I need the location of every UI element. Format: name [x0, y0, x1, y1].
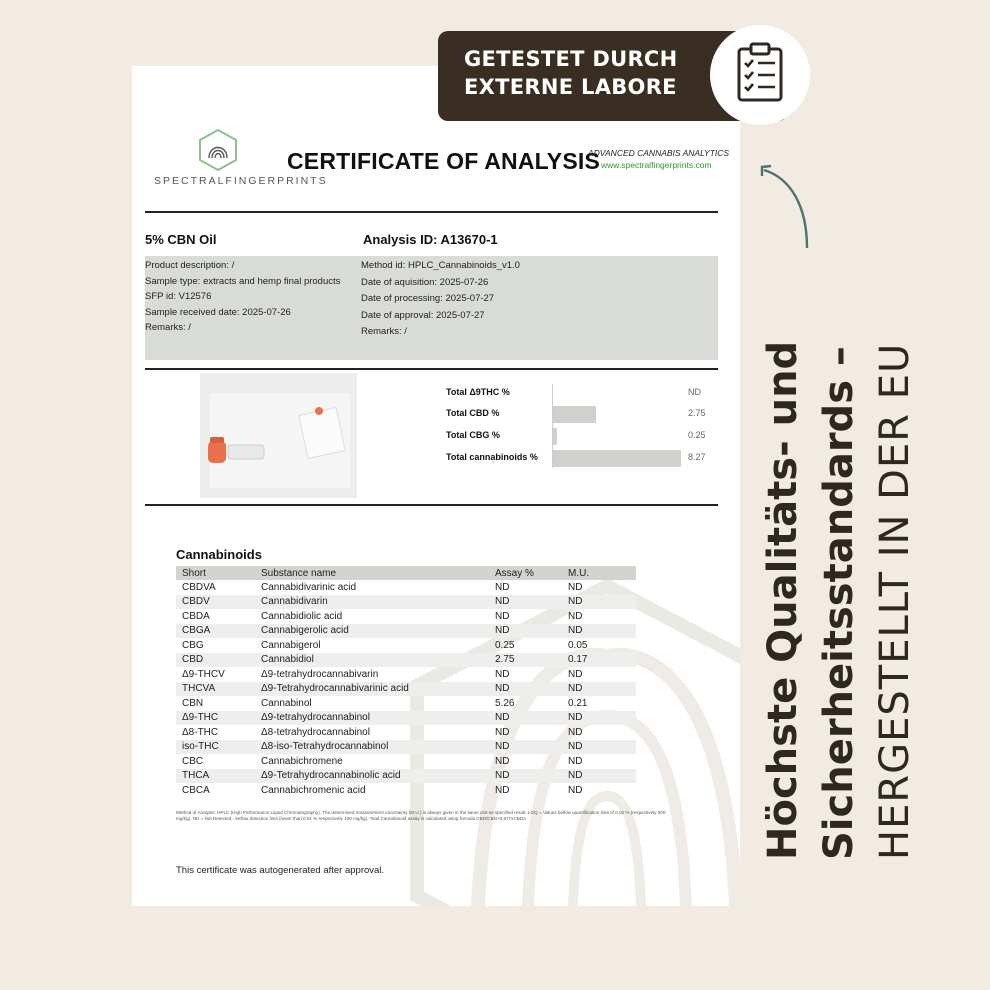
lab-name: ADVANCED CANNABIS ANALYTICS	[588, 148, 730, 158]
total-d9thc-label: Total Δ9THC %	[446, 387, 510, 397]
divider	[145, 211, 718, 213]
meta-method-id: Method id: HPLC_Cannabinoids_v1.0	[361, 260, 520, 271]
meta-sample-type: Sample type: extracts and hemp final products	[145, 275, 341, 287]
cell-short: CBDV	[176, 595, 255, 610]
table-row	[176, 696, 636, 711]
meta-approval-date: Date of approval: 2025-07-27	[361, 309, 485, 321]
cell-mu: ND	[568, 784, 583, 796]
table-row	[176, 740, 636, 755]
cell-substance: Cannabichromene	[261, 755, 343, 767]
cell-substance: Δ9-Tetrahydrocannabivarinic acid	[255, 682, 489, 697]
meta-acquisition-date: Date of aquisition: 2025-07-26	[361, 276, 489, 288]
total-d9thc-value: ND	[688, 387, 701, 397]
cell-substance: Δ8-tetrahydrocannabinol	[261, 726, 370, 738]
meta-product-description: Product description: /	[145, 260, 235, 271]
table-row	[176, 769, 636, 784]
cell-short: Δ8-THC	[182, 726, 219, 738]
cell-mu: ND	[562, 740, 636, 755]
analysis-id: Analysis ID: A13670-1	[363, 232, 498, 247]
cell-mu: 0.21	[568, 697, 588, 709]
sample-photo	[200, 373, 357, 498]
spectralfingerprints-logo-icon	[197, 128, 239, 172]
cell-mu: ND	[562, 682, 636, 697]
table-row	[176, 711, 636, 726]
table-row	[176, 754, 636, 769]
cannabinoids-table	[176, 566, 636, 798]
meta-processing-date: Date of processing: 2025-07-27	[361, 293, 495, 304]
table-row	[176, 783, 636, 798]
cell-mu: ND	[568, 610, 583, 622]
cannabinoids-section-title: Cannabinoids	[176, 547, 262, 562]
total-cannabinoids-value: 8.27	[688, 452, 706, 462]
cell-assay: ND	[489, 682, 562, 697]
lab-url-link[interactable]: www.spectralfingerprints.com	[601, 160, 712, 170]
cell-assay: ND	[495, 784, 510, 796]
curved-arrow-icon	[750, 150, 820, 260]
header-mu: M.U.	[562, 566, 636, 580]
cell-short: CBDVA	[182, 581, 216, 593]
side-line1: Höchste Qualitäts- und	[760, 340, 806, 860]
total-cbd-value: 2.75	[688, 408, 706, 418]
side-line3: HERGESTELLT IN DER EU	[872, 342, 918, 860]
cell-substance: Cannabidiol	[255, 653, 489, 668]
cell-assay: ND	[489, 595, 562, 610]
cell-mu: ND	[562, 624, 636, 639]
cell-short: iso-THC	[176, 740, 255, 755]
table-row	[176, 609, 636, 624]
cell-short: CBCA	[182, 784, 210, 796]
cell-mu: ND	[568, 755, 583, 767]
divider	[145, 504, 718, 506]
cell-mu: ND	[562, 595, 636, 610]
cell-substance: Δ9-tetrahydrocannabivarin	[261, 668, 379, 680]
product-name: 5% CBN Oil	[145, 232, 217, 247]
cell-short: CBDA	[182, 610, 210, 622]
cell-assay: ND	[489, 624, 562, 639]
cell-assay: 2.75	[489, 653, 562, 668]
cell-mu: ND	[562, 769, 636, 784]
cell-substance: Cannabidiolic acid	[261, 610, 343, 622]
cell-short: Δ9-THCV	[182, 668, 225, 680]
cell-substance: Δ9-tetrahydrocannabinol	[255, 711, 489, 726]
clipboard-checklist-icon	[736, 41, 784, 103]
cell-substance: Cannabinol	[261, 697, 312, 709]
cell-short: Δ9-THC	[176, 711, 255, 726]
total-cannabinoids-bar	[553, 450, 681, 467]
meta-remarks-right: Remarks: /	[361, 326, 407, 337]
table-row	[176, 624, 636, 639]
cell-substance: Cannabigerolic acid	[255, 624, 489, 639]
cell-mu: ND	[568, 581, 583, 593]
autogenerated-note: This certificate was autogenerated after approval.	[176, 865, 385, 876]
cell-assay: ND	[495, 755, 510, 767]
cell-short: CBD	[176, 653, 255, 668]
cell-mu: 0.05	[568, 639, 588, 651]
meta-sfp-id: SFP id: V12576	[145, 291, 212, 302]
cell-short: CBGA	[176, 624, 255, 639]
header-assay: Assay %	[489, 566, 562, 580]
table-row	[176, 653, 636, 668]
cell-assay: ND	[495, 581, 510, 593]
total-cbd-bar	[553, 406, 596, 423]
method-note: Method of Analysis: HPLC (High Performance Liquid Chromatography). The determined measurement uncertainty (M.U.) is always given in the same unit as specified result. LOQ = Values bellow quantification limit of 0.02 % (respectively 200 mg/kg). ND = Not Detected - bellow detection limit (lower than 0.01 % respectively 100 mg/kg). Total Cannabinoid assay is calculated using formula CBD/CBN+0.877xCBDA	[176, 810, 666, 821]
divider	[145, 368, 718, 370]
table-row	[176, 667, 636, 682]
cell-mu: ND	[568, 668, 583, 680]
cell-substance: Cannabichromenic acid	[261, 784, 366, 796]
cell-assay: ND	[495, 610, 510, 622]
tested-badge-line2: EXTERNE LABORE	[464, 75, 677, 99]
table-row	[176, 682, 636, 697]
cell-substance: Cannabigerol	[261, 639, 321, 651]
tested-badge-line1: GETESTET DURCH	[464, 47, 678, 71]
side-line2: Sicherheitsstandards –	[816, 346, 862, 860]
meta-received-date: Sample received date: 2025-07-26	[145, 306, 291, 318]
cell-substance: Δ8-iso-Tetrahydrocannabinol	[255, 740, 489, 755]
total-cbg-label: Total CBG %	[446, 430, 500, 440]
cell-mu: ND	[562, 711, 636, 726]
total-cbg-bar	[553, 428, 557, 445]
header-short: Short	[176, 566, 255, 580]
cell-mu: ND	[568, 726, 583, 738]
tested-badge-text	[464, 45, 678, 101]
table-header-row	[176, 566, 636, 580]
cell-assay: ND	[495, 668, 510, 680]
cell-mu: 0.17	[562, 653, 636, 668]
cell-assay: ND	[495, 726, 510, 738]
side-tagline	[755, 341, 923, 860]
cell-assay: 0.25	[495, 639, 515, 651]
cell-substance: Cannabidivarinic acid	[261, 581, 357, 593]
certificate-title: CERTIFICATE OF ANALYSIS	[287, 148, 600, 174]
meta-remarks-left: Remarks: /	[145, 322, 191, 333]
cell-assay: ND	[489, 740, 562, 755]
cell-short: CBC	[182, 755, 204, 767]
cell-assay: 5.26	[495, 697, 515, 709]
cell-short: CBG	[182, 639, 204, 651]
sample-bottle-image	[200, 373, 357, 498]
total-cbd-label: Total CBD %	[446, 408, 500, 418]
total-cannabinoids-label: Total cannabinoids %	[446, 452, 538, 462]
badge-icon-circle	[710, 25, 810, 125]
total-cbg-value: 0.25	[688, 430, 706, 440]
cell-assay: ND	[489, 711, 562, 726]
cell-short: THCA	[176, 769, 255, 784]
cell-short: THCVA	[176, 682, 255, 697]
logo-wordmark: SPECTRALFINGERPRINTS	[154, 175, 328, 187]
table-row	[176, 595, 636, 610]
cell-assay: ND	[489, 769, 562, 784]
header-substance: Substance name	[255, 566, 489, 580]
table-row	[176, 725, 636, 740]
table-row	[176, 580, 636, 595]
cell-substance: Δ9-Tetrahydrocannabinolic acid	[255, 769, 489, 784]
table-row	[176, 638, 636, 653]
cell-short: CBN	[182, 697, 204, 709]
cell-substance: Cannabidivarin	[255, 595, 489, 610]
